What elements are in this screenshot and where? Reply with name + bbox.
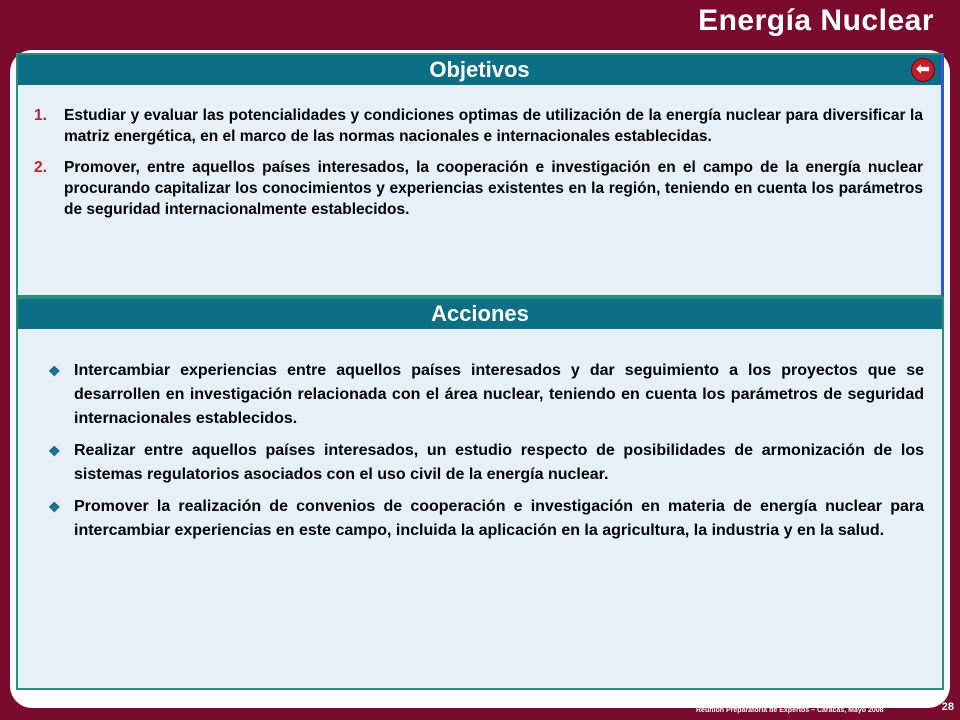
diamond-bullet-icon: ❖ xyxy=(48,499,61,515)
objetivo-text: Promover, entre aquellos países interesados, la cooperación e investigación en el campo de la energía nuclear procurando capitalizar los conocimientos y experiencias existentes en la región, teniendo en cuenta los parámetros de seguridad internacionalmente establecidos. xyxy=(64,159,923,218)
accion-text: Promover la realización de convenios de cooperación e investigación en materia de energía nuclear para intercambiar experiencias en este campo, incluida la aplicación en la agricultura, la industria y en la salud. xyxy=(74,498,924,539)
accion-text: Realizar entre aquellos países interesados, un estudio respecto de posibilidades de armonización de los sistemas regulatorios asociados con el uso civil de la energía nuclear. xyxy=(74,442,924,483)
acciones-title: Acciones xyxy=(431,301,529,326)
accion-item xyxy=(48,439,924,487)
objetivos-header xyxy=(18,55,941,85)
objetivo-item xyxy=(34,157,923,220)
objetivos-panel xyxy=(16,53,944,297)
accion-item xyxy=(48,495,924,543)
objetivo-text: Estudiar y evaluar las potencialidades y condiciones optimas de utilización de la energía nuclear para diversificar la matriz energética, en el marco de las normas nacionales e internacionales establecidas. xyxy=(64,107,923,145)
acciones-panel xyxy=(16,297,944,690)
diamond-bullet-icon: ❖ xyxy=(48,443,61,459)
accion-text: Intercambiar experiencias entre aquellos países interesados y dar seguimiento a los proyectos que se desarrollen en investigación relacionada con el área nuclear, teniendo en cuenta los parámetros de seguridad internacionales establecidos. xyxy=(74,362,924,427)
objetivo-number: 1. xyxy=(34,107,47,124)
page-number: 28 xyxy=(941,701,954,713)
back-arrow-icon: ⬅ xyxy=(916,61,930,78)
acciones-header xyxy=(18,299,942,329)
objetivo-item xyxy=(34,105,923,147)
accion-item xyxy=(48,359,924,431)
back-button[interactable] xyxy=(911,58,935,82)
objetivos-list xyxy=(34,105,923,230)
diamond-bullet-icon: ❖ xyxy=(48,363,61,379)
slide-title: Energía Nuclear xyxy=(698,4,934,37)
footer-text: Reunión Preparatoria de Expertos – Caracas, Mayo 2008 xyxy=(696,707,884,714)
objetivos-title: Objetivos xyxy=(429,57,530,82)
acciones-list xyxy=(48,359,924,551)
objetivo-number: 2. xyxy=(34,159,47,176)
